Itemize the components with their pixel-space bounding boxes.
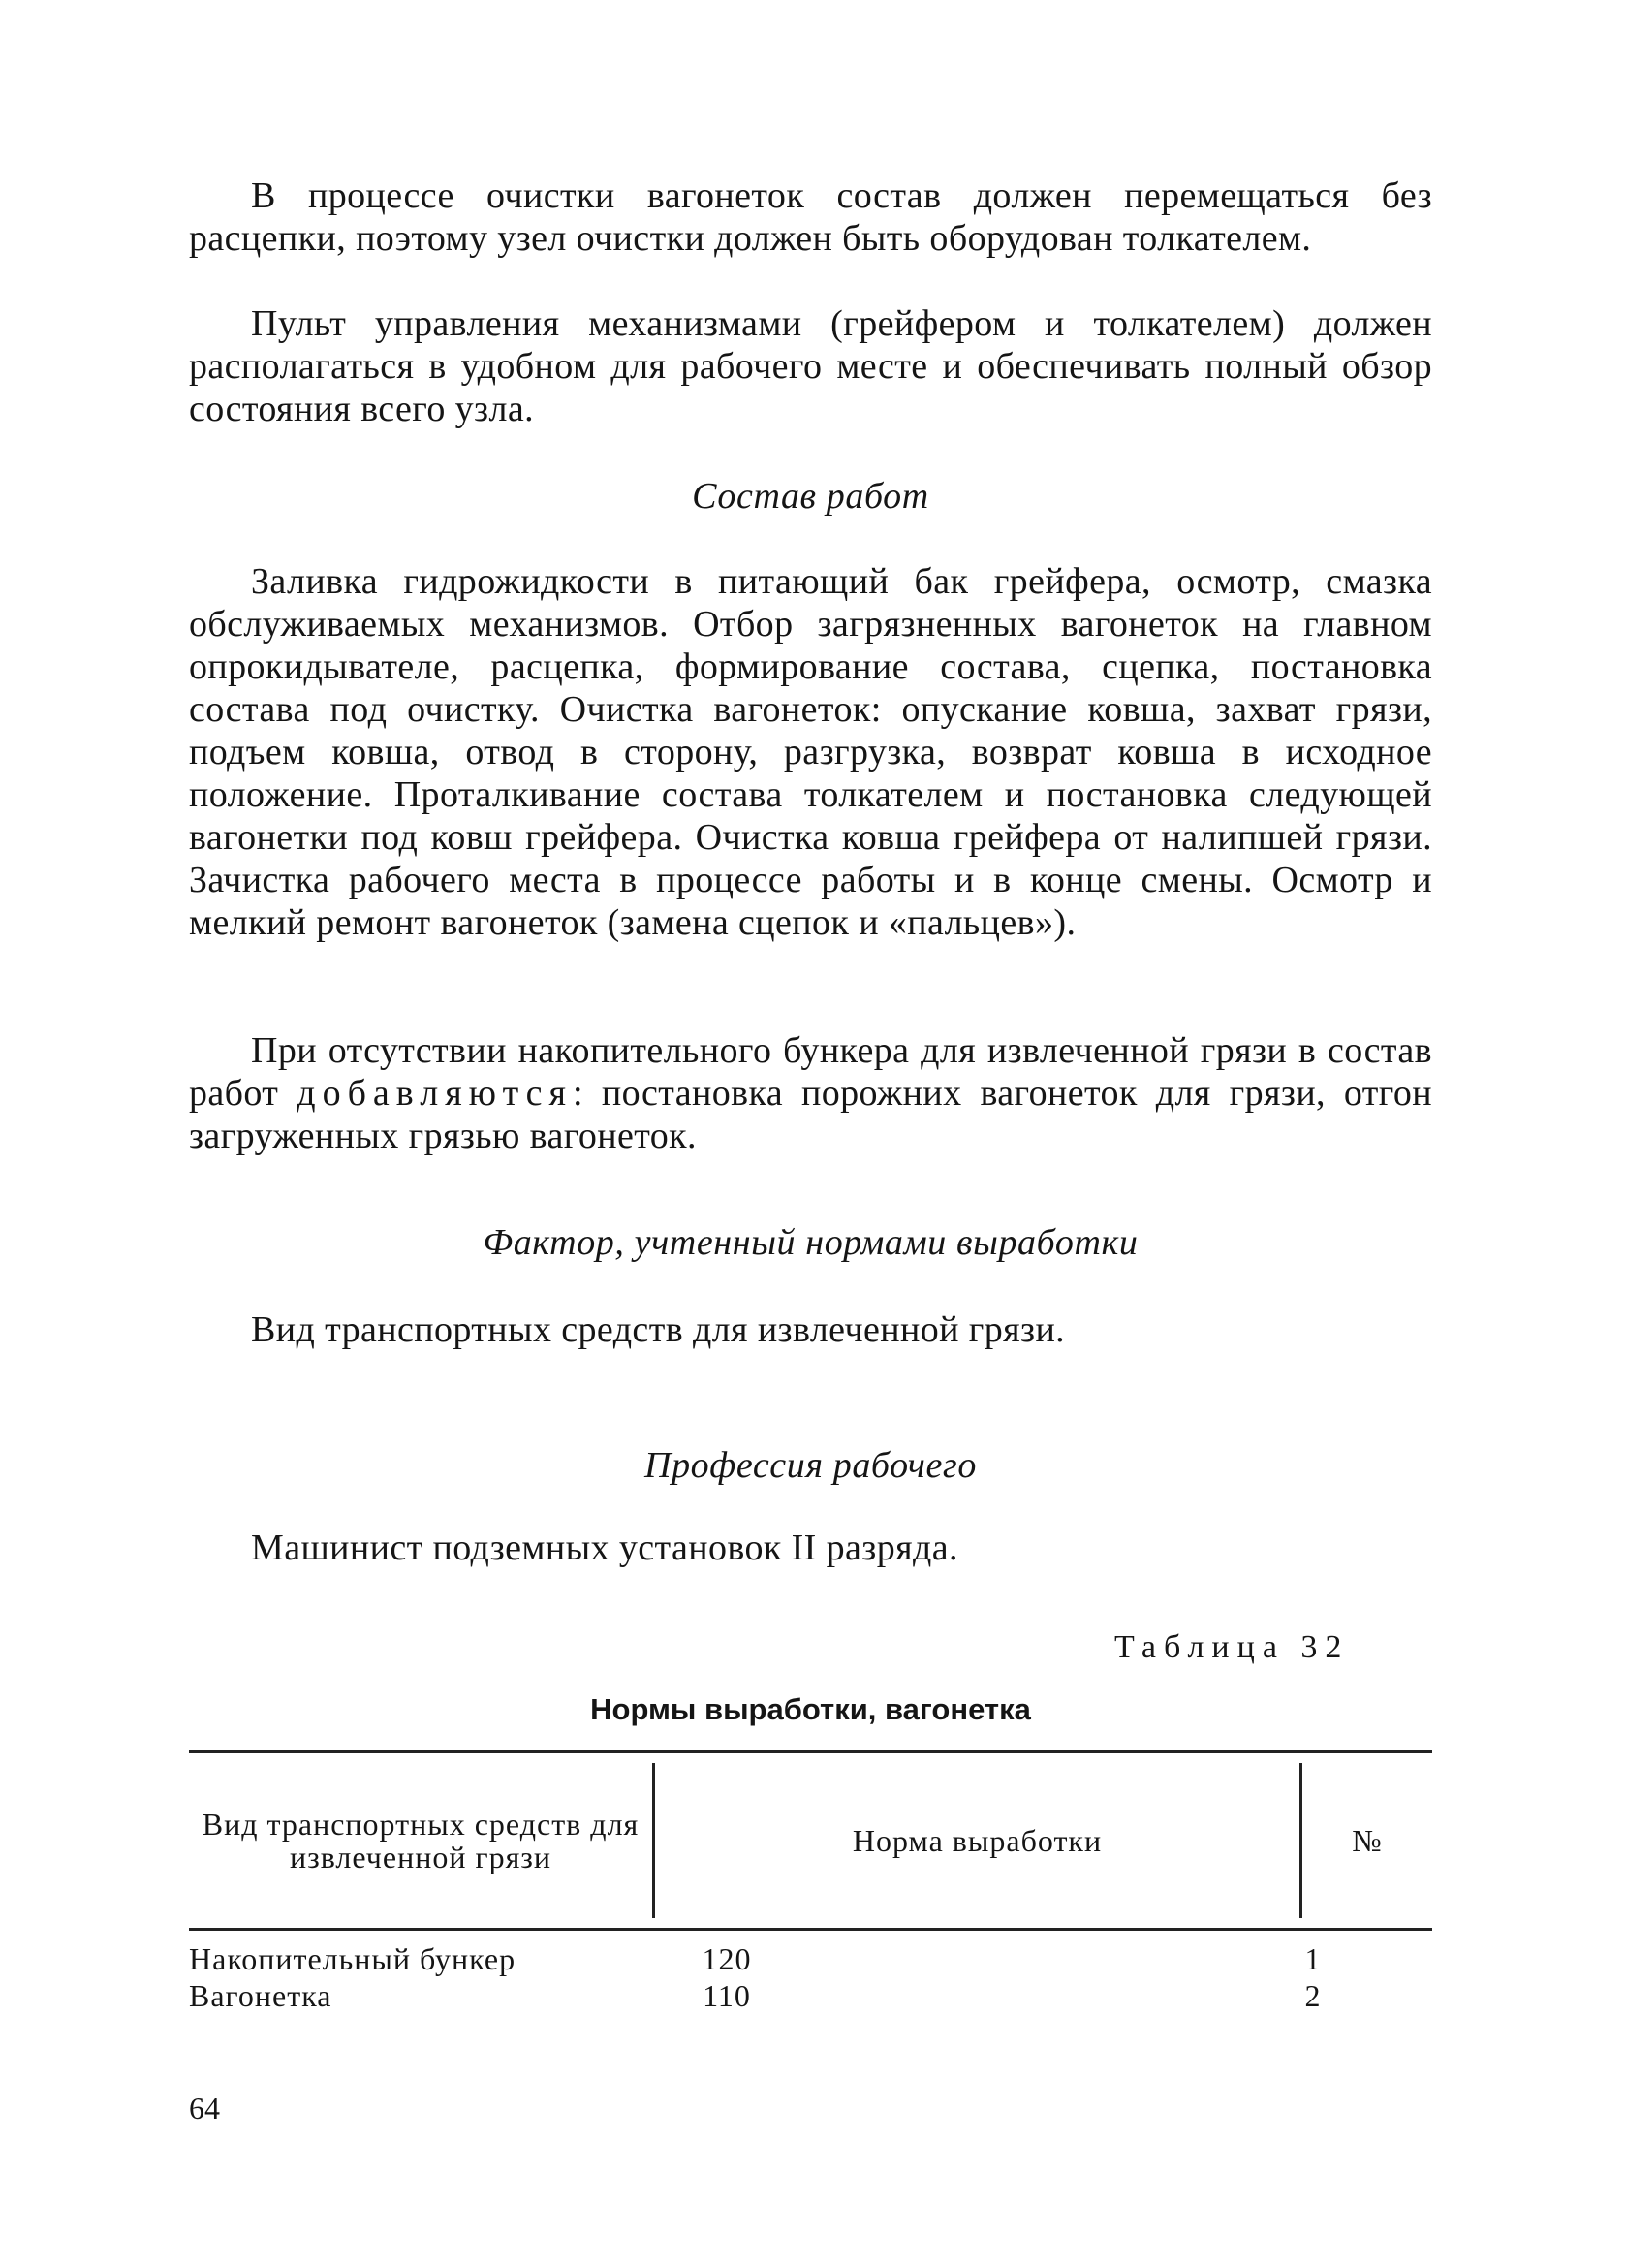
table-header-type [189, 1753, 652, 1928]
table-cell-number: 2 [1304, 1978, 1322, 2013]
paragraph-factor: Вид транспортных средств для извлеченной грязи. [251, 1309, 1066, 1350]
page-number: 64 [189, 2091, 220, 2126]
table-cell-norm: 120 [702, 1941, 752, 1976]
paragraph-no-bunker [189, 1029, 1432, 1157]
heading-profession: Профессия рабочего [644, 1445, 977, 1486]
paragraph-control-panel: Пульт управления механизмами (грейфером и толкателем) должен располагаться в удобном для рабочего месте и обеспечивать полный обзор состояния всего узла. [189, 303, 1432, 429]
paragraph-no-bunker-end: : постановка порожних вагонеток для грязи, отгон загруженных грязью вагонеток. [189, 1073, 1432, 1156]
paragraph-work-list: Заливка гидрожидкости в питающий бак грейфера, осмотр, смазка обслуживаемых механизмов. Отбор загрязненных вагонеток на главном опрокидывателе, расцепка, формирование состава, сцепка, постановка состава под очистку. Очистка вагонеток: опускание ковша, захват грязи, подъем ковша, отвод в сторону, разгрузка, возврат ковша в исходное положение. Проталкивание состава толкателем и постановка следующей вагонетки под ковш грейфера. Очистка ковша грейфера от налипшей грязи. Зачистка рабочего места в процессе работы и в конце смены. Осмотр и мелкий ремонт вагонеток (замена сцепок и «пальцев»). [189, 561, 1432, 943]
heading-work-composition: Состав работ [692, 476, 929, 517]
table-cell-norm: 110 [703, 1978, 751, 2013]
table-header-type-label: Вид транспортных средств для извлеченной грязи [202, 1807, 640, 1874]
table-cell-type: Накопительный бункер [189, 1941, 516, 1976]
table-header-number [1302, 1753, 1432, 1928]
table-cell-type: Вагонетка [189, 1978, 332, 2013]
paragraph-cleaning-train: В процессе очистки вагонеток состав должен перемещаться без расцепки, поэтому узел очистки должен быть оборудован толкателем. [189, 175, 1432, 259]
paragraph-no-bunker-start: При отсутствии накопительного бункера для извлеченной грязи в состав работ [189, 1030, 1432, 1114]
heading-factor: Фактор, учтенный нормами выработки [483, 1222, 1139, 1263]
table-row [189, 1940, 1432, 1977]
table-title: Нормы выработки, вагонетка [590, 1692, 1031, 1726]
table-row [189, 1977, 1432, 2014]
table-header [189, 1750, 1432, 1931]
table-cell-number: 1 [1304, 1941, 1322, 1976]
table-label: Таблица 32 [1114, 1629, 1350, 1665]
table-header-norm [655, 1753, 1299, 1928]
table-header-norm-label: Норма выработки [852, 1823, 1103, 1858]
table-header-number-label: № [1352, 1823, 1383, 1858]
paragraph-no-bunker-emphasis: добавляются [297, 1073, 573, 1114]
paragraph-profession: Машинист подземных установок II разряда. [251, 1528, 958, 1568]
